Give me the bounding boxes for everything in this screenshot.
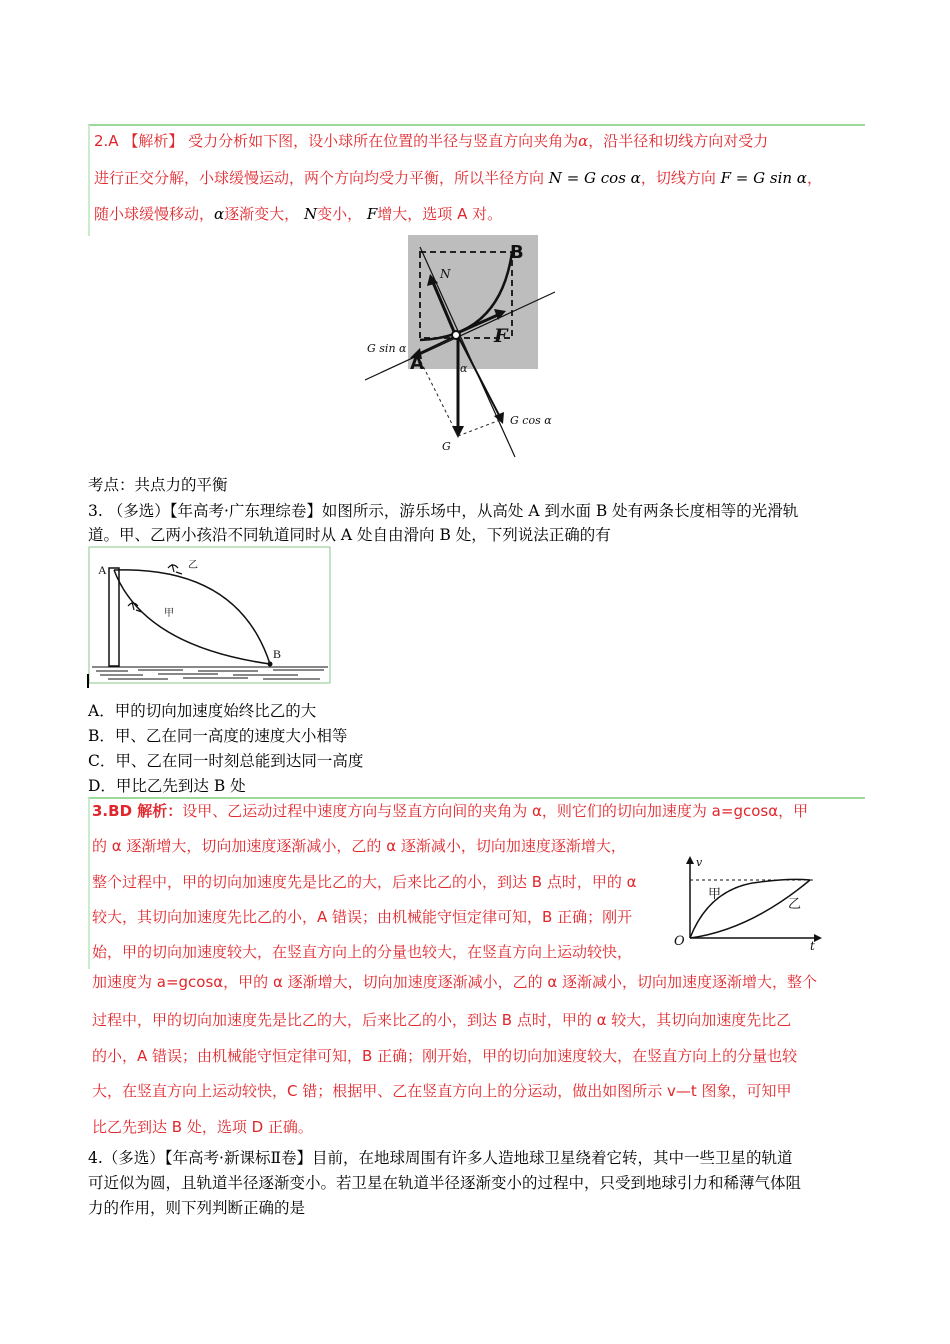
- label-o: O: [674, 934, 685, 949]
- label-a: A: [410, 353, 424, 374]
- tower: [109, 568, 119, 666]
- label-yi: 乙: [788, 897, 802, 912]
- vt-graph: [670, 852, 828, 952]
- equation-n: N = G cos α: [548, 169, 641, 187]
- q2-solution-line-2: 进行正交分解，小球缓慢运动，两个方向均受力平衡，所以半径方向 N = G cos α，切线方向 F = G sin α，: [94, 169, 822, 187]
- q3-stem-line-2: 道。甲、乙两小孩沿不同轨道同时从 A 处自由滑向 B 处，下列说法正确的有: [88, 526, 611, 544]
- q3-solution-line-5: 始，甲的切向加速度较大，在竖直方向上的分量也较大，在竖直方向上运动较快，: [92, 943, 633, 961]
- q3-solution-line-6: 加速度为 a=gcosα，甲的 α 逐渐增大，切向加速度逐渐减小，乙的 α 逐渐减小，切向加速度逐渐增大，整个: [92, 973, 818, 991]
- label-gsin: G sin α: [367, 342, 407, 355]
- label-n: N: [440, 267, 451, 281]
- q3-stem-line-1: 3. （多选）【年高考·广东理综卷】如图所示，游乐场中，从高处 A 到水面 B 处有两条长度相等的光滑轨: [88, 502, 799, 520]
- q3-solution-line-10: 比乙先到达 B 处，选项 D 正确。: [92, 1118, 313, 1136]
- text-cursor: [87, 674, 89, 688]
- label-a: A: [98, 563, 107, 577]
- label-gcos: G cos α: [510, 414, 552, 427]
- ball: [452, 331, 460, 339]
- label-jia: 甲: [164, 608, 174, 619]
- force-diagram: [360, 232, 560, 462]
- q3-solution-line-3: 整个过程中，甲的切向加速度先是比乙的大，后来比乙的小，到达 B 点时，甲的 α: [92, 873, 637, 891]
- kaodian: 考点：共点力的平衡: [88, 476, 228, 494]
- q4-stem-line-1: 4.（多选）【年高考·新课标Ⅱ卷】目前，在地球周围有许多人造地球卫星绕着它转，其中一些卫星的轨道: [88, 1149, 793, 1167]
- q3-solution-line-4: 较大，其切向加速度先比乙的小，A 错误；由机械能守恒定律可知，B 正确；刚开: [92, 908, 633, 926]
- q3-solution-line-2: 的 α 逐渐增大，切向加速度逐渐减小，乙的 α 逐渐减小，切向加速度逐渐增大，: [92, 837, 626, 855]
- label-f: F: [494, 325, 508, 347]
- label-b: B: [273, 647, 282, 661]
- q3-option-a: A．甲的切向加速度始终比乙的大: [88, 702, 317, 720]
- label-yi: 乙: [188, 560, 198, 571]
- label-jia: 甲: [708, 887, 722, 902]
- q3-solution-line-9: 大，在竖直方向上运动较快，C 错；根据甲、乙在竖直方向上的分运动，做出如图所示 v—t 图象，可知甲: [92, 1082, 792, 1100]
- equation-f: F = G sin α: [720, 169, 807, 187]
- label-g: G: [442, 440, 451, 453]
- label-v: v: [696, 856, 703, 869]
- q3-solution-line-8: 的小，A 错误；由机械能守恒定律可知，B 正确；刚开始，甲的切向加速度较大，在竖直方向上的分量也较: [92, 1047, 798, 1065]
- q3-option-b: B．甲、乙在同一高度的速度大小相等: [88, 727, 348, 745]
- q4-stem-line-2: 可近似为圆，且轨道半径逐渐变小。若卫星在轨道半径逐渐变小的过程中，只受到地球引力和稀薄气体阻: [88, 1174, 802, 1192]
- q3-option-d: D．甲比乙先到达 B 处: [88, 777, 246, 795]
- q2-solution-line-1: 2.A 【解析】 受力分析如下图，设小球所在位置的半径与竖直方向夹角为α，沿半径和切线方向对受力: [94, 132, 769, 150]
- q4-stem-line-3: 力的作用，则下列判断正确的是: [88, 1199, 306, 1217]
- q2-solution-line-3: 随小球缓慢移动，α逐渐变大， N变小， F增大，选项 A 对。: [94, 205, 503, 223]
- label-b: B: [510, 242, 524, 263]
- q3-solution-line-7: 过程中，甲的切向加速度先是比乙的大，后来比乙的小，到达 B 点时，甲的 α 较大，其切向加速度先比乙: [92, 1011, 792, 1029]
- q3-option-c: C．甲、乙在同一时刻总能到达同一高度: [88, 752, 364, 770]
- label-t: t: [810, 939, 815, 952]
- slide-diagram: [88, 546, 333, 688]
- q3-solution-line-1: 3.BD 解析：设甲、乙运动过程中速度方向与竖直方向间的夹角为 α，则它们的切向加速度为 a=gcosα，甲: [92, 802, 809, 820]
- label-alpha: α: [460, 362, 468, 375]
